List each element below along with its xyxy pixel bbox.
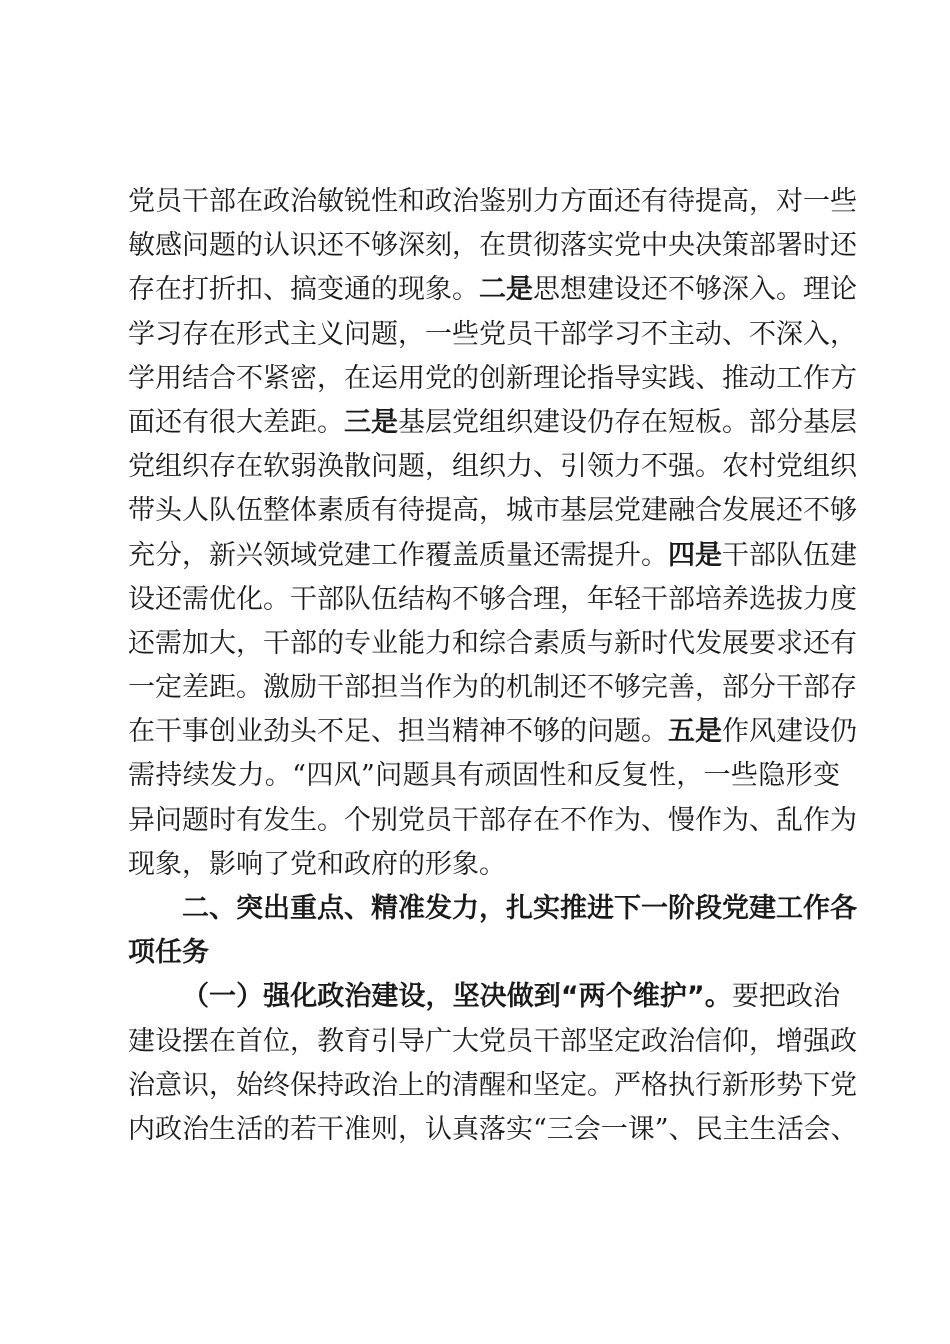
text-span: 设还需优化。干部队伍结构不够合理，年轻干部培养选拔力度	[128, 583, 857, 615]
text-line	[128, 975, 840, 1019]
text-span: 党组织存在软弱涣散问题，组织力、引领力不强。农村党组织	[128, 451, 857, 483]
text-line	[128, 1108, 858, 1152]
text-line	[128, 357, 857, 401]
text-span: 面还有很大差距。	[128, 406, 344, 438]
section-heading	[128, 887, 857, 931]
text-span: 需持续发力。“四风”问题具有顽固性和反复性，一些隐形变	[128, 760, 840, 792]
text-line	[128, 489, 857, 533]
subheading-text: （一）强化政治建设，坚决做到“两个维护”。	[182, 981, 732, 1013]
text-span: 治意识，始终保持政治上的清醒和坚定。严格执行新形势下党	[128, 1069, 857, 1101]
text-span: 还需加大，干部的专业能力和综合素质与新时代发展要求还有	[128, 627, 857, 659]
bold-keyword: 二是	[479, 274, 533, 306]
text-span: 基层党组织建设仍存在短板。部分基层	[398, 406, 857, 438]
text-span: 现象，影响了党和政府的形象。	[128, 848, 506, 880]
heading-text: 项任务	[128, 937, 209, 969]
text-line	[128, 799, 857, 843]
text-span: 学习存在形式主义问题，一些党员干部学习不主动、不深入，	[128, 318, 857, 350]
text-line	[128, 224, 857, 268]
text-line	[128, 843, 840, 887]
text-line	[128, 180, 857, 224]
text-line	[128, 622, 857, 666]
text-span: 思想建设还不够深入。理论	[533, 274, 857, 306]
bold-keyword: 四是	[668, 539, 722, 571]
text-line	[128, 534, 857, 578]
text-span: 充分，新兴领域党建工作覆盖质量还需提升。	[128, 539, 668, 571]
text-line	[128, 445, 857, 489]
text-span: 异问题时有发生。个别党员干部存在不作为、慢作为、乱作为	[128, 804, 857, 836]
text-span: 存在打折扣、搞变通的现象。	[128, 274, 479, 306]
text-line	[128, 1064, 857, 1108]
text-line	[128, 401, 857, 445]
text-span: 学用结合不紧密，在运用党的创新理论指导实践、推动工作方	[128, 362, 857, 394]
text-line	[128, 313, 857, 357]
text-span: 一定差距。激励干部担当作为的机制还不够完善，部分干部存	[128, 672, 857, 704]
text-span: 作风建设仍	[722, 716, 857, 748]
text-line	[128, 268, 857, 312]
section-heading	[128, 931, 840, 975]
text-span: 敏感问题的认识还不够深刻，在贯彻落实党中央决策部署时还	[128, 230, 857, 262]
text-line	[128, 754, 840, 798]
text-line	[128, 710, 857, 754]
text-span: 带头人队伍整体素质有待提高，城市基层党建融合发展还不够	[128, 495, 857, 527]
text-span: 在干事创业劲头不足、担当精神不够的问题。	[128, 716, 668, 748]
text-line	[128, 666, 857, 710]
bold-keyword: 三是	[344, 406, 398, 438]
body-text	[128, 180, 858, 1152]
text-line	[128, 1020, 857, 1064]
text-span: 内政治生活的若干准则，认真落实“三会一课”、民主生活会、	[128, 1113, 858, 1145]
text-span: 建设摆在首位，教育引导广大党员干部坚定政治信仰，增强政	[128, 1025, 857, 1057]
heading-text: 二、突出重点、精准发力，扎实推进下一阶段党建工作各	[182, 893, 857, 924]
text-span: 干部队伍建	[722, 539, 857, 571]
text-span: 党员干部在政治敏锐性和政治鉴别力方面还有待提高，对一些	[128, 186, 857, 217]
bold-keyword: 五是	[668, 716, 722, 748]
text-line	[128, 578, 857, 622]
text-span: 要把政治	[731, 981, 840, 1013]
